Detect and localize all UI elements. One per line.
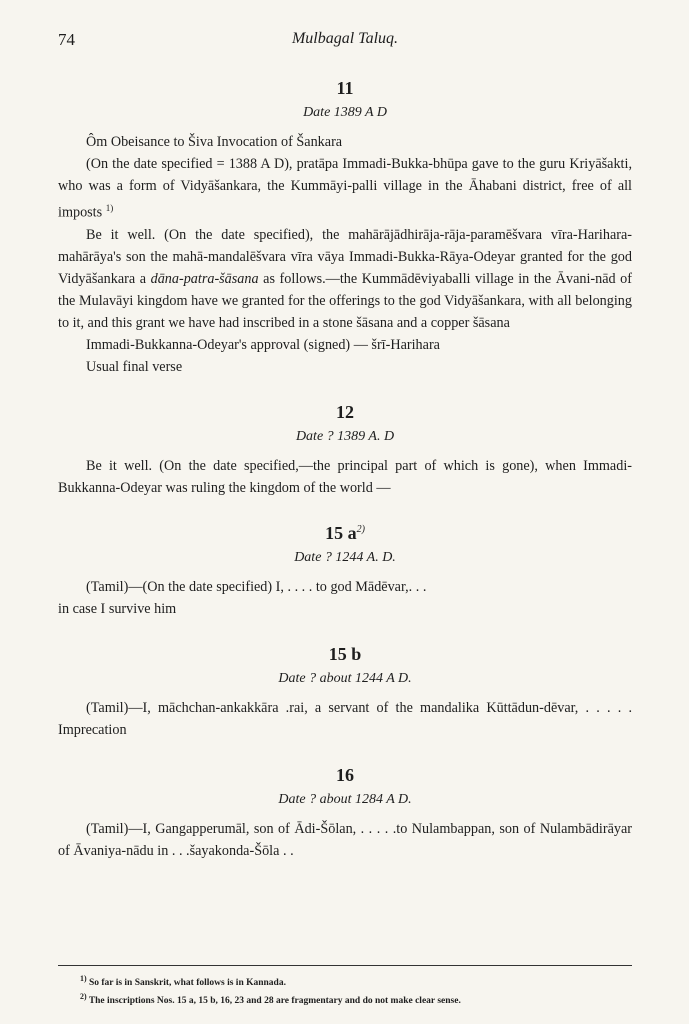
inscription-16 xyxy=(58,765,632,862)
paragraph: Be it well. (On the date specified,—the principal part of which is gone), when Immadi-Bukkanna-Odeyar was ruling the kingdom of the world — xyxy=(58,457,632,496)
paragraph: (Tamil)—I, Gangapperumāl, son of Ādi-Šōlan, . . . . .to Nulambappan, son of Nulambādirāyar of Āvaniya-nādu in . . .šayakonda-Šōla . . xyxy=(58,820,632,859)
inscription-number: 16 xyxy=(336,764,354,785)
inscription-date: Date ? about 1244 A D. xyxy=(278,670,412,686)
footnotes xyxy=(58,965,632,1008)
paragraph: (On the date specified = 1388 A D), pratāpa Immadi-Bukka-bhūpa gave to the guru Kriyāšakti, who was a form of Vidyāšankara, the Kummāyi-palli village in the Āhabani district, free of all imposts $^{1)}$ xyxy=(58,156,632,221)
paragraph: Usual final verse xyxy=(86,358,183,375)
paragraph: Be it well. (On the date specified), the mahārājādhirāja-rāja-paramēšvara vīra-Harihara-mahārāya's son the mahā-mandalēšvara vīra vāya Immadi-Bukka-Rāya-Odeyar granted for the god Vidyāšankara a dāna-patra-šāsana as follows.—the Kummādēviyaballi village in the Āvani-nād of the Mulavāyi kingdom have we granted for the offerings to the god Vidyāšankara, with all belonging to it, and this grant we have had inscribed in a stone šāsana and a copper šāsana xyxy=(58,226,633,331)
inscription-12 xyxy=(58,402,632,499)
page-number: 74 xyxy=(58,30,75,49)
inscription-number: 15 b xyxy=(328,643,362,664)
paragraph: in case I survive him xyxy=(58,600,177,617)
inscription-11 xyxy=(58,78,632,378)
inscription-date: Date 1389 A D xyxy=(303,105,387,120)
running-title: Mulbagal Taluq. xyxy=(291,30,399,47)
inscription-date: Date ? 1389 A. D xyxy=(295,428,395,444)
inscription-number: 15 $a^{2)}$ xyxy=(325,522,365,543)
page-header xyxy=(58,30,632,54)
inscription-number: 12 xyxy=(336,401,354,422)
footnote-ref: 2) xyxy=(356,523,365,535)
footnote-ref: 1) xyxy=(105,203,114,213)
inscription-date: Date ? about 1284 A D. xyxy=(278,791,412,807)
inscription-15a xyxy=(58,523,632,620)
inscription-15b xyxy=(58,644,632,741)
page-body xyxy=(58,78,632,862)
paragraph: (Tamil)—I, māchchan-ankakkāra .rai, a servant of the mandalika Kūttādun-dēvar, . . . . . Imprecation xyxy=(58,699,632,738)
paragraph: Immadi-Bukkanna-Odeyar's approval (signed) — šrī-Harihara xyxy=(86,336,440,353)
paragraph: (Tamil)—(On the date specified) I, . . . . to god Mādēvar,. . . xyxy=(86,578,427,595)
footnote-2: $^{2)}$ The inscriptions Nos. 15 a, 15 b, 16, 23 and 28 are fragmentary and do not make clear sense. xyxy=(80,992,461,1007)
italic-term: dāna-patra-šāsana xyxy=(150,270,259,287)
footnote-1: $^{1)}$ So far is in Sanskrit, what follows is in Kannada. xyxy=(80,974,286,989)
inscription-number: 11 xyxy=(336,78,354,98)
paragraph: Ôm Obeisance to Šiva Invocation of Šankara xyxy=(86,134,343,150)
inscription-date: Date ? 1244 A. D. xyxy=(294,549,396,565)
